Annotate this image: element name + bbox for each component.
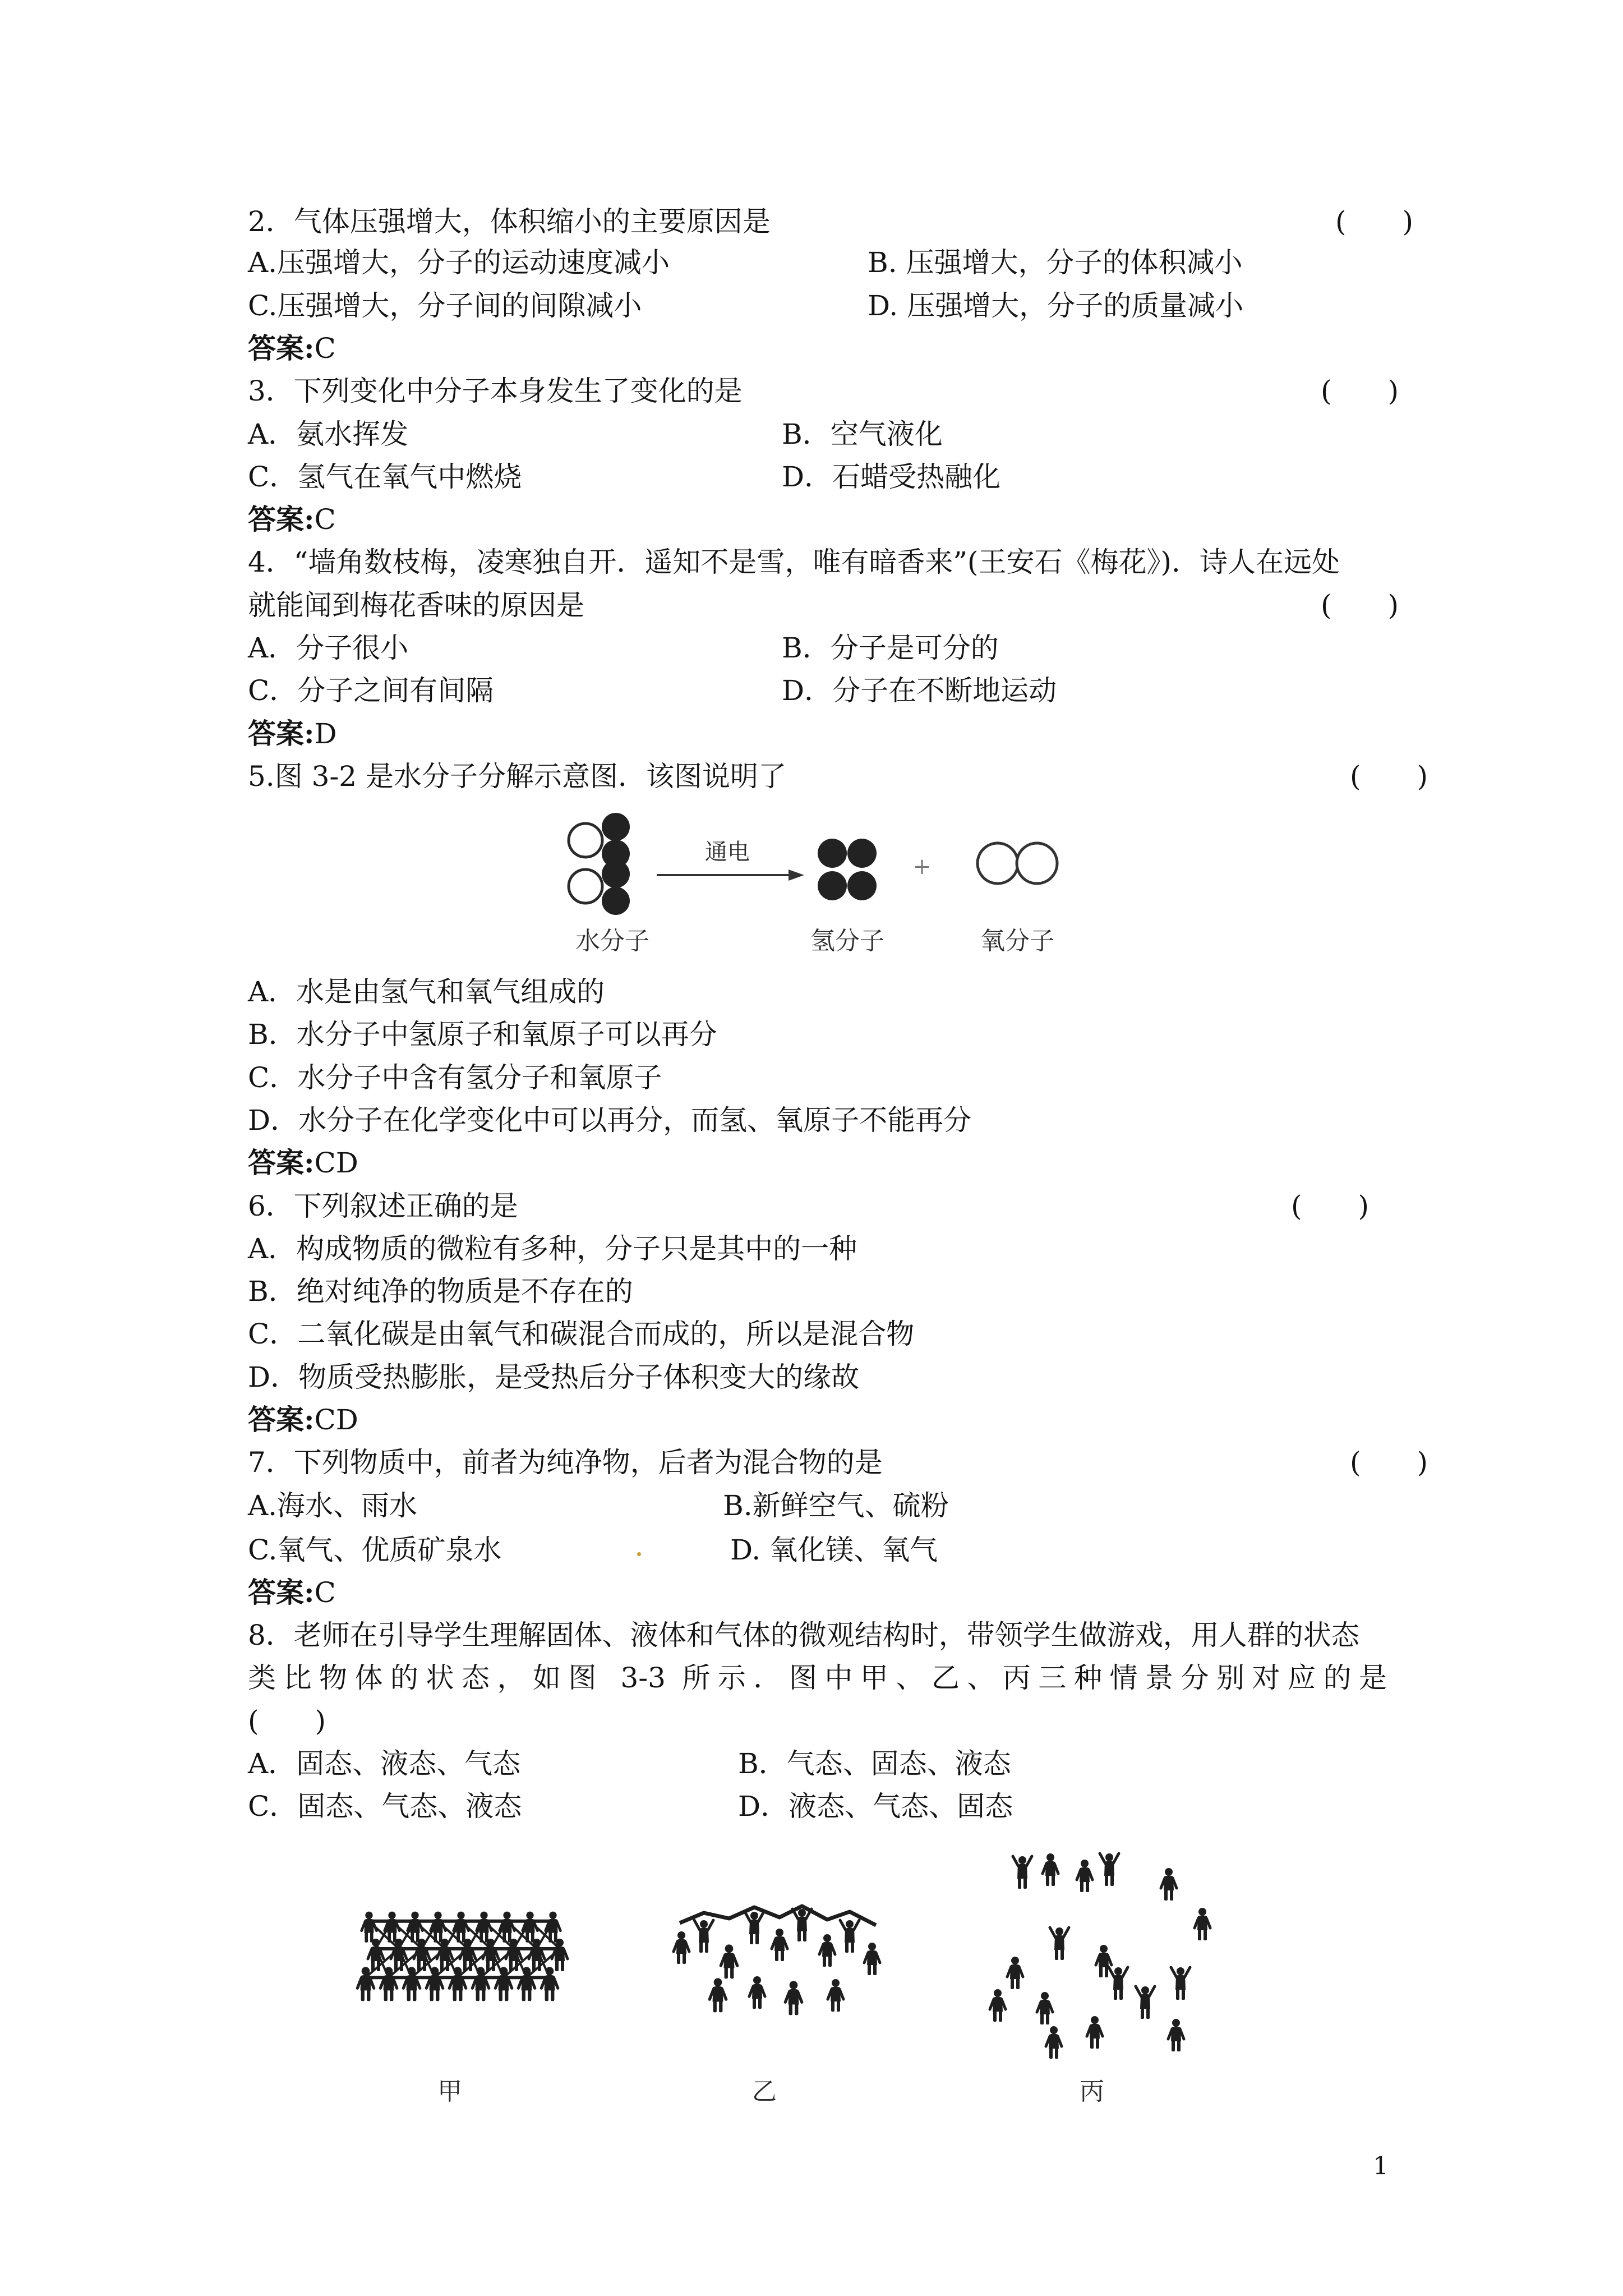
option-a: A．水是由氢气和氧气组成的 bbox=[248, 976, 605, 1008]
option-b: B．水分子中氢原子和氧原子可以再分 bbox=[248, 1018, 717, 1051]
hydrogen-atom bbox=[847, 871, 877, 900]
answer-value: C bbox=[314, 332, 336, 365]
person-figure bbox=[990, 1989, 1006, 2022]
question-7-stem: 7．下列物质中，前者为纯净物，后者为混合物的是 bbox=[248, 1446, 883, 1479]
figure-label-yi: 乙 bbox=[752, 2077, 777, 2106]
hydrogen-molecules bbox=[818, 839, 877, 900]
person-figure bbox=[1043, 1853, 1058, 1886]
option-a: A．构成物质的微粒有多种，分子只是其中的一种 bbox=[248, 1232, 857, 1265]
person-figure bbox=[541, 1967, 557, 2001]
person-figure bbox=[1168, 2019, 1184, 2051]
option-c: C．固态、气态、液态 bbox=[248, 1790, 522, 1823]
answer-line bbox=[248, 498, 336, 541]
person-figure bbox=[828, 1979, 843, 2012]
option-c: C．二氧化碳是由氧气和碳混合而成的，所以是混合物 bbox=[248, 1318, 915, 1350]
answer-bracket: ( ) bbox=[1321, 375, 1399, 407]
person-figure bbox=[749, 1976, 765, 2009]
person-figure bbox=[1013, 1856, 1032, 1889]
person-figure bbox=[1050, 1927, 1069, 1960]
option-d: D．石蜡受热融化 bbox=[782, 461, 1001, 493]
answer-bracket: ( ) bbox=[1321, 589, 1399, 622]
person-figure bbox=[840, 1920, 859, 1953]
person-figure bbox=[1195, 1908, 1210, 1940]
option-d: D．分子在不断地运动 bbox=[782, 674, 1057, 707]
question-4-stem-line-2: 就能闻到梅花香味的原因是 bbox=[248, 589, 584, 622]
person-figure bbox=[1161, 1868, 1177, 1901]
answer-label: 答案: bbox=[248, 1146, 315, 1179]
option-d: D．水分子在化学变化中可以再分，而氢、氧原子不能再分 bbox=[248, 1104, 972, 1137]
answer-value: CD bbox=[314, 1404, 358, 1436]
crowd-states-figure bbox=[336, 1829, 1262, 2132]
option-a: A．分子很小 bbox=[248, 632, 409, 664]
question-2-stem: 2．气体压强增大，体积缩小的主要原因是 bbox=[248, 205, 771, 238]
answer-line bbox=[248, 1398, 358, 1441]
hydrogen-atom bbox=[818, 839, 847, 868]
oxygen-molecule bbox=[978, 843, 1057, 884]
water-decomposition-diagram bbox=[561, 808, 1077, 965]
person-figure bbox=[864, 1943, 880, 1975]
option-b: B．分子是可分的 bbox=[782, 632, 999, 664]
oxygen-atom bbox=[569, 823, 602, 857]
option-d: D．液态、气态、固态 bbox=[738, 1790, 1013, 1823]
water-molecule-label: 水分子 bbox=[575, 927, 649, 955]
reaction-arrow bbox=[657, 869, 804, 881]
crowd-solid-state bbox=[357, 1912, 568, 2001]
person-figure bbox=[1046, 2026, 1062, 2059]
answer-label: 答案: bbox=[248, 332, 315, 365]
option-c: C．水分子中含有氢分子和氧原子 bbox=[248, 1061, 662, 1094]
person-figure bbox=[721, 1944, 737, 1978]
answer-line bbox=[248, 1142, 358, 1184]
answer-label: 答案: bbox=[248, 717, 315, 750]
hydrogen-atom bbox=[847, 839, 877, 868]
question-8-stem-line-1: 8．老师在引导学生理解固体、液体和气体的微观结构时，带领学生做游戏，用人群的状态 bbox=[248, 1619, 1359, 1651]
option-c: C.压强增大，分子间的间隙减小 bbox=[248, 289, 642, 322]
hydrogen-atom bbox=[818, 871, 847, 900]
person-figure bbox=[1136, 1986, 1155, 2019]
option-b: B．绝对纯净的物质是不存在的 bbox=[248, 1275, 633, 1308]
hydrogen-atom bbox=[602, 887, 630, 915]
answer-label: 答案: bbox=[248, 503, 315, 536]
oxygen-atom bbox=[1017, 843, 1057, 884]
person-figure bbox=[709, 1978, 726, 2012]
hydrogen-atom bbox=[602, 813, 630, 841]
crowd-gas-state bbox=[990, 1853, 1210, 2059]
hydrogen-atom bbox=[602, 860, 630, 888]
option-b: B.新鲜空气、硫粉 bbox=[723, 1489, 949, 1522]
person-figure bbox=[1037, 1992, 1053, 2024]
question-8-stem-line-2: 类比物体的状态，如图 3-3 所示．图中甲、乙、丙三种情景分别对应的是 bbox=[248, 1662, 1387, 1694]
person-figure bbox=[1007, 1957, 1023, 1989]
option-d: D. 氧化镁、氧气 bbox=[730, 1534, 938, 1566]
figure-label-jia: 甲 bbox=[437, 2077, 462, 2106]
hydrogen-molecule-label: 氢分子 bbox=[810, 927, 884, 955]
person-figure bbox=[785, 1981, 801, 2015]
question-4-stem-line-1: 4．“墙角数枝梅，凌寒独自开．遥知不是雪，唯有暗香来”(王安石《梅花》)．诗人在远处 bbox=[248, 546, 1340, 578]
option-a: A．固态、液态、气态 bbox=[248, 1747, 521, 1780]
plus-sign: + bbox=[912, 854, 932, 880]
option-c: C.氧气、优质矿泉水 bbox=[248, 1534, 502, 1566]
option-c: C．氢气在氧气中燃烧 bbox=[248, 461, 522, 493]
answer-bracket: ( ) bbox=[1350, 760, 1428, 793]
option-a: A．氨水挥发 bbox=[248, 418, 409, 450]
person-figure bbox=[1171, 1967, 1190, 2000]
answer-bracket: ( ) bbox=[248, 1705, 326, 1737]
option-a: A.海水、雨水 bbox=[248, 1489, 418, 1522]
person-figure bbox=[772, 1929, 787, 1961]
person-figure bbox=[1109, 1967, 1128, 2000]
question-6-stem: 6．下列叙述正确的是 bbox=[248, 1190, 518, 1222]
answer-bracket: ( ) bbox=[1291, 1190, 1370, 1222]
person-figure bbox=[694, 1920, 713, 1953]
question-3-stem: 3．下列变化中分子本身发生了变化的是 bbox=[248, 375, 743, 407]
option-d: D．物质受热膨胀，是受热后分子体积变大的缘故 bbox=[248, 1361, 860, 1393]
person-figure bbox=[674, 1931, 689, 1964]
crowd-liquid-state bbox=[674, 1906, 880, 2015]
oxygen-molecule-label: 氧分子 bbox=[980, 927, 1054, 955]
answer-line bbox=[248, 1571, 336, 1614]
person-figure bbox=[792, 1909, 811, 1941]
answer-bracket: ( ) bbox=[1350, 1446, 1428, 1479]
figure-label-bing: 丙 bbox=[1080, 2077, 1104, 2106]
person-figure bbox=[1077, 1860, 1092, 1892]
answer-line bbox=[248, 327, 336, 370]
oxygen-atom bbox=[978, 843, 1018, 884]
answer-value: CD bbox=[314, 1147, 358, 1179]
question-5-stem: 5.图 3-2 是水分子分解示意图．该图说明了 bbox=[248, 760, 787, 793]
option-a: A.压强增大，分子的运动速度减小 bbox=[248, 246, 670, 279]
option-b: B．空气液化 bbox=[782, 418, 943, 450]
person-figure bbox=[368, 1939, 384, 1971]
person-figure bbox=[1087, 2016, 1103, 2049]
person-figure bbox=[1096, 1945, 1112, 1977]
answer-bracket: ( ) bbox=[1335, 205, 1414, 238]
scan-speck bbox=[637, 1552, 641, 1556]
option-c: C．分子之间有间隔 bbox=[248, 674, 494, 707]
option-b: B．气态、固态、液态 bbox=[738, 1747, 1011, 1780]
answer-label: 答案: bbox=[248, 1576, 315, 1609]
person-figure bbox=[1100, 1853, 1119, 1886]
person-figure bbox=[745, 1912, 764, 1944]
answer-value: D bbox=[314, 717, 337, 750]
option-b: B. 压强增大，分子的体积减小 bbox=[868, 246, 1243, 279]
page-number: 1 bbox=[1373, 2152, 1389, 2180]
water-molecules bbox=[569, 813, 630, 915]
option-d: D. 压强增大，分子的质量减小 bbox=[868, 289, 1244, 322]
oxygen-atom bbox=[569, 869, 602, 903]
answer-value: C bbox=[314, 1576, 336, 1609]
arrow-label: 通电 bbox=[705, 839, 750, 865]
answer-line bbox=[248, 712, 337, 755]
person-figure bbox=[819, 1934, 835, 1967]
answer-label: 答案: bbox=[248, 1403, 315, 1436]
answer-value: C bbox=[314, 503, 336, 536]
